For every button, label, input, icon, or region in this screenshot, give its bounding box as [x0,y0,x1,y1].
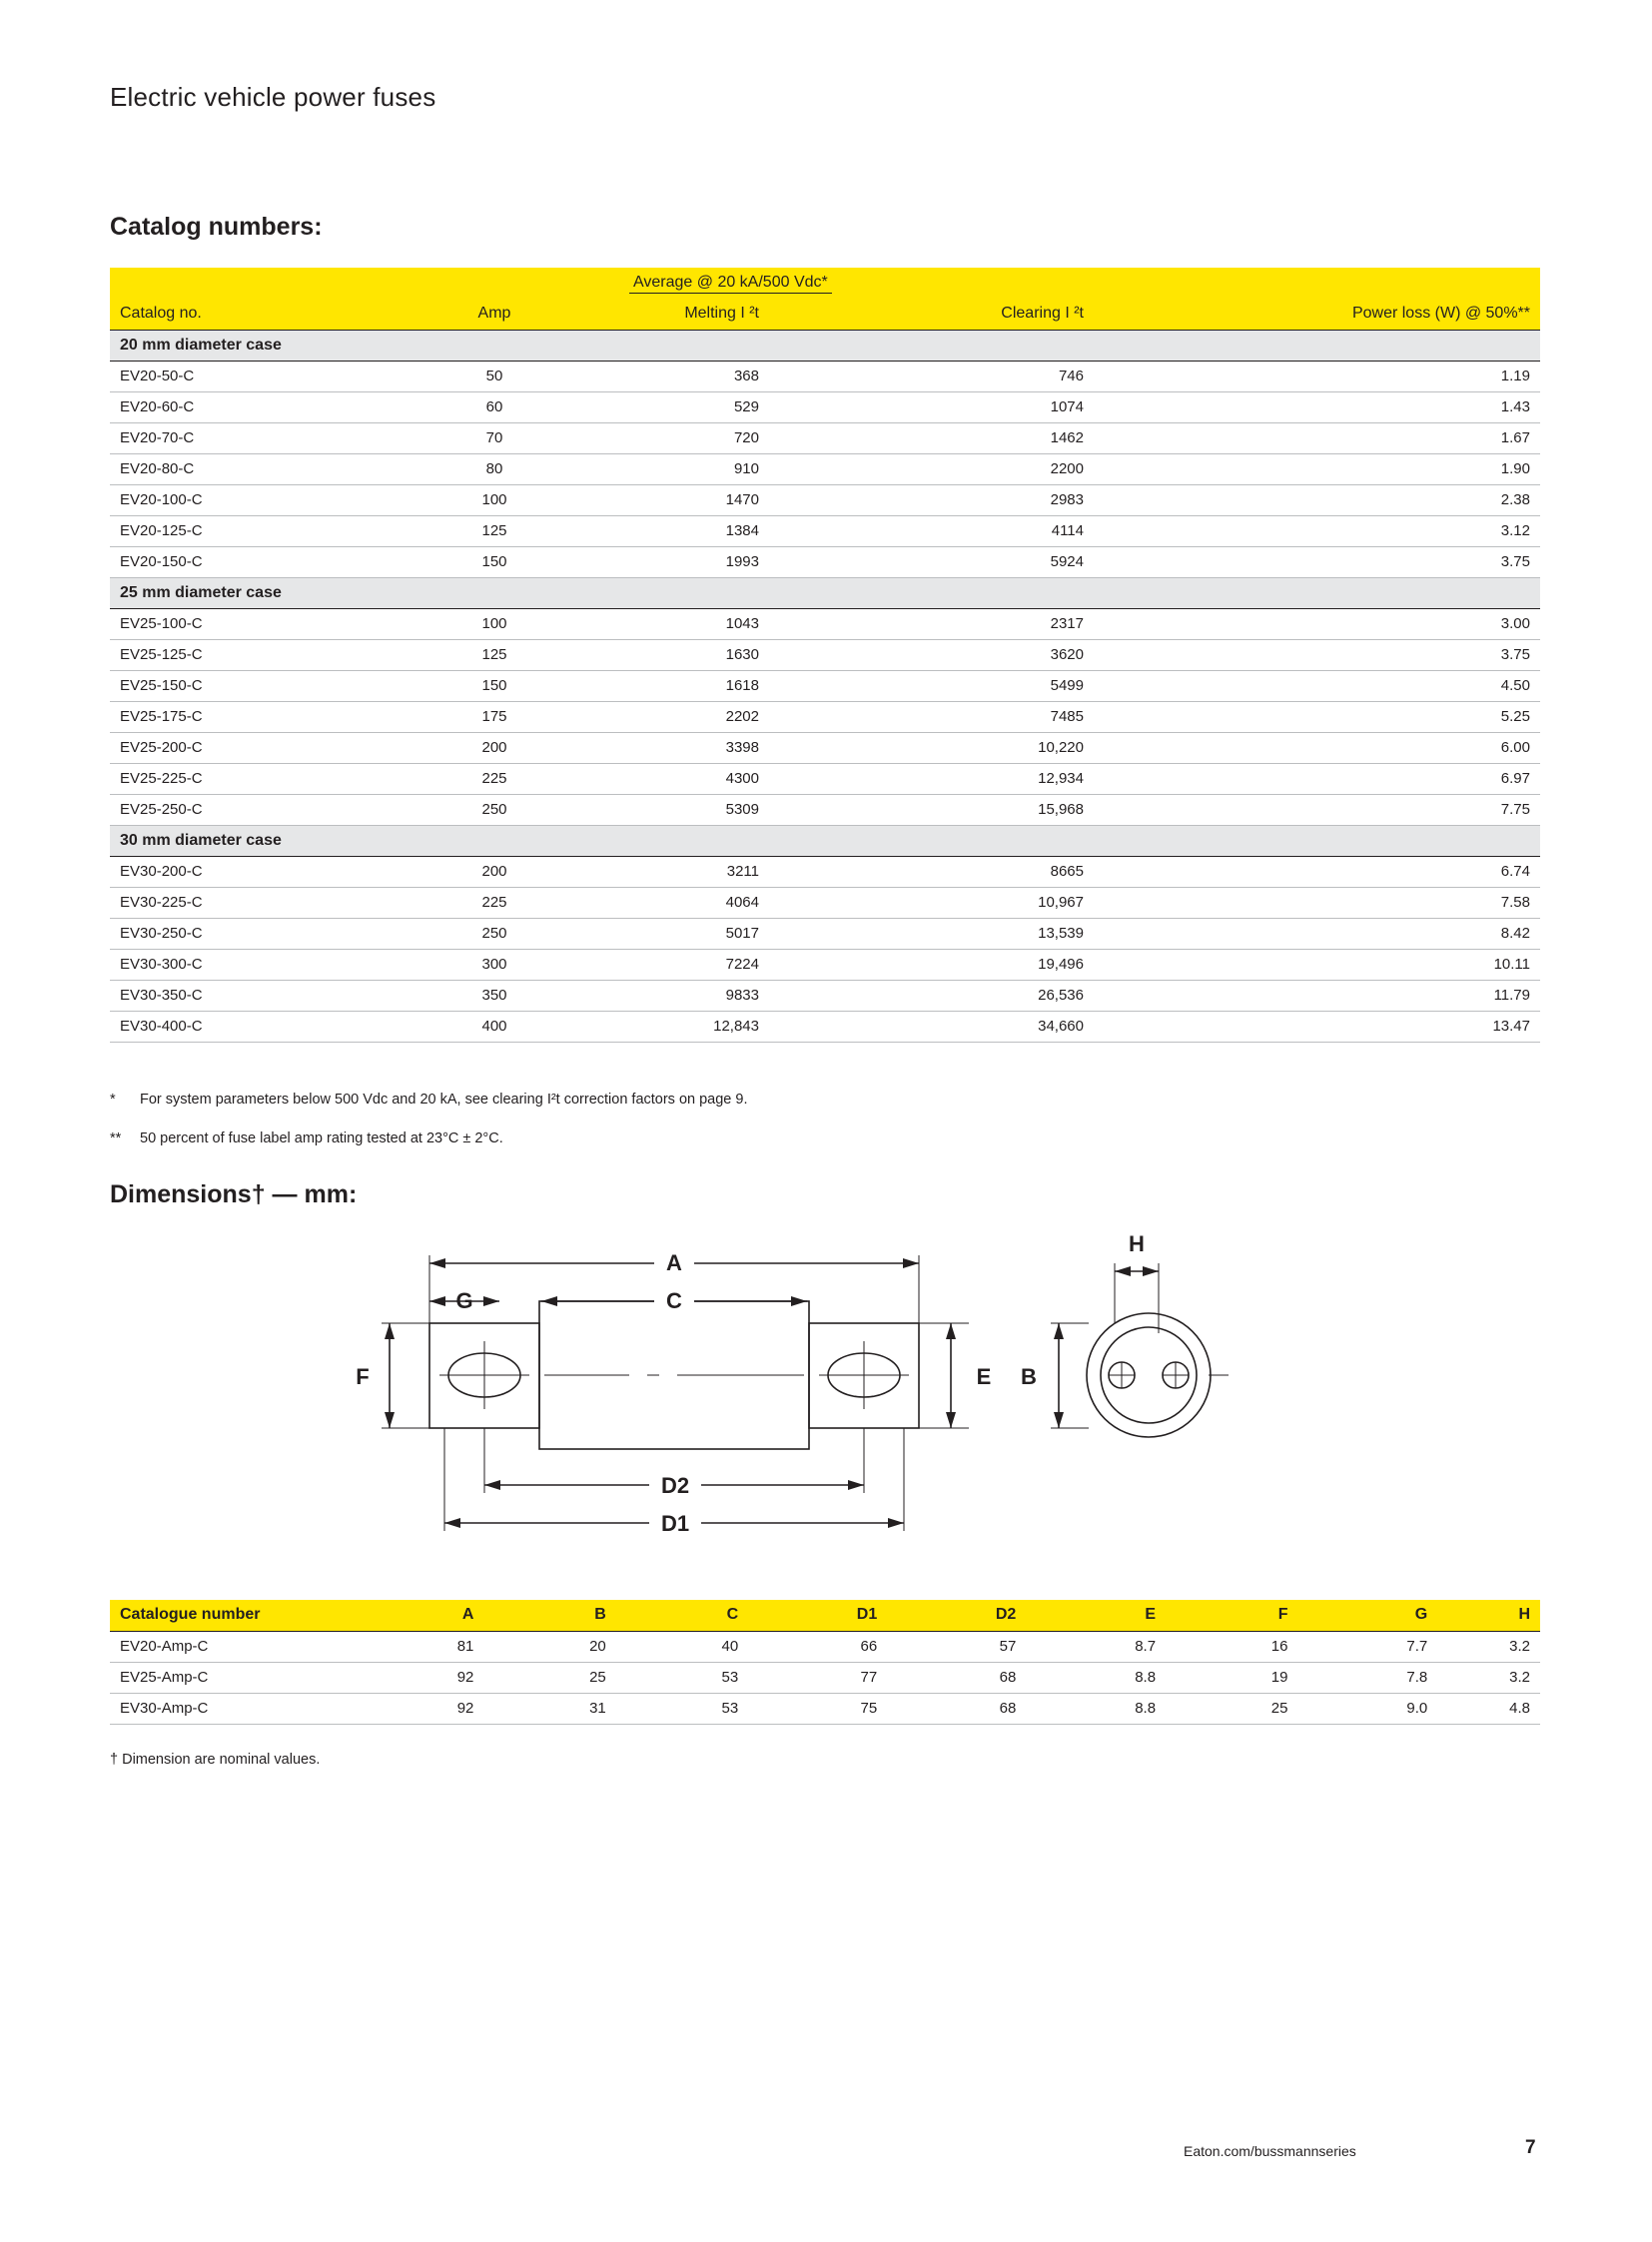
table-row [110,1011,1540,1042]
catalog-group-row [110,330,1540,361]
cell-clearing: 13,539 [929,918,1258,949]
cell-d1: 77 [796,1662,935,1693]
cell-clearing: 2200 [929,453,1258,484]
cell-clearing: 3620 [929,639,1258,670]
dimension-label-c: C [666,1288,682,1313]
catalog-column-header-row [110,299,1540,330]
cell-power-loss: 7.75 [1258,794,1540,825]
cell-amp: 400 [400,1011,589,1042]
cell-amp: 350 [400,980,589,1011]
cell-b: 25 [531,1662,663,1693]
cell-catalog-no: EV25-125-C [110,639,400,670]
cell-melting: 1630 [589,639,929,670]
table-row [110,391,1540,422]
cell-d1: 75 [796,1693,935,1724]
cell-e: 8.7 [1074,1631,1214,1662]
cell-amp: 250 [400,918,589,949]
catalog-group-label: 20 mm diameter case [110,330,1540,361]
cell-g: 7.8 [1345,1662,1485,1693]
cell-power-loss: 1.43 [1258,391,1540,422]
cell-melting: 5017 [589,918,929,949]
catalog-group-label: 30 mm diameter case [110,825,1540,856]
spacer-cell [400,268,589,299]
dimension-label-a: A [666,1250,682,1275]
cell-power-loss: 3.75 [1258,639,1540,670]
footer-page-number: 7 [1525,2137,1536,2158]
cell-melting: 12,843 [589,1011,929,1042]
table-row [110,484,1540,515]
catalog-footnote-1-text: For system parameters below 500 Vdc and 20 kA, see clearing I²t correction factors on page 9. [140,1092,748,1108]
dimensions-header-g: G [1345,1600,1485,1631]
cell-melting: 368 [589,361,929,391]
cell-clearing: 5924 [929,546,1258,577]
cell-catalog-no: EV20-60-C [110,391,400,422]
cell-power-loss: 3.00 [1258,608,1540,639]
cell-power-loss: 7.58 [1258,887,1540,918]
footer-url: Eaton.com/bussmannseries [1184,2143,1356,2159]
cell-melting: 1043 [589,608,929,639]
dimension-label-f: F [356,1364,370,1389]
cell-catalog-no: EV20-125-C [110,515,400,546]
dimension-label-b: B [1021,1364,1037,1389]
cell-a: 81 [400,1631,531,1662]
cell-amp: 150 [400,670,589,701]
dimension-label-d1: D1 [660,1511,690,1536]
table-row [110,763,1540,794]
table-row [110,1631,1540,1662]
cell-clearing: 2317 [929,608,1258,639]
dimensions-heading: Dimensions† — mm: [110,1180,358,1208]
catalog-group-row [110,577,1540,608]
cell-clearing: 746 [929,361,1258,391]
table-row [110,1693,1540,1724]
cell-amp: 200 [400,856,589,887]
dimensions-header-b: B [531,1600,663,1631]
cell-amp: 100 [400,608,589,639]
cell-catalog-no: EV20-100-C [110,484,400,515]
cell-g: 7.7 [1345,1631,1485,1662]
table-row [110,453,1540,484]
dimension-label-d2: D2 [660,1473,690,1498]
dimensions-header-d1: D1 [796,1600,935,1631]
table-row [110,949,1540,980]
cell-power-loss: 10.11 [1258,949,1540,980]
cell-catalog-no: EV25-100-C [110,608,400,639]
cell-power-loss: 6.97 [1258,763,1540,794]
cell-a: 92 [400,1693,531,1724]
header-power-loss: Power loss (W) @ 50%** [1258,299,1540,330]
dimension-label-e: E [976,1364,992,1389]
cell-power-loss: 1.19 [1258,361,1540,391]
table-row [110,422,1540,453]
cell-f: 25 [1214,1693,1345,1724]
table-row [110,856,1540,887]
cell-amp: 125 [400,515,589,546]
average-group-header-label: Average @ 20 kA/500 Vdc* [629,274,832,294]
catalog-footnote-2 [110,1130,503,1146]
cell-d2: 57 [935,1631,1074,1662]
cell-h: 3.2 [1485,1662,1540,1693]
cell-amp: 225 [400,763,589,794]
cell-c: 53 [664,1662,796,1693]
table-row [110,608,1540,639]
dimensions-header-c: C [664,1600,796,1631]
table-row [110,1662,1540,1693]
cell-catalog-no: EV30-350-C [110,980,400,1011]
cell-catalog-no: EV30-225-C [110,887,400,918]
cell-f: 16 [1214,1631,1345,1662]
catalog-footnote-1-mark: * [110,1092,116,1108]
cell-d2: 68 [935,1662,1074,1693]
cell-melting: 720 [589,422,929,453]
spacer-cell [1258,268,1540,299]
cell-g: 9.0 [1345,1693,1485,1724]
cell-amp: 225 [400,887,589,918]
cell-amp: 100 [400,484,589,515]
cell-clearing: 10,220 [929,732,1258,763]
fuse-drawing-svg [330,1223,1328,1553]
dimensions-header-catalogue-number: Catalogue number [110,1600,400,1631]
cell-f: 19 [1214,1662,1345,1693]
cell-power-loss: 13.47 [1258,1011,1540,1042]
dimensions-header-f: F [1214,1600,1345,1631]
dimension-label-h: H [1129,1231,1145,1256]
cell-amp: 200 [400,732,589,763]
cell-clearing: 26,536 [929,980,1258,1011]
dimensions-table-header-row [110,1600,1540,1631]
table-row [110,701,1540,732]
cell-catalogue-number: EV25-Amp-C [110,1662,400,1693]
cell-a: 92 [400,1662,531,1693]
table-row [110,546,1540,577]
cell-clearing: 1074 [929,391,1258,422]
cell-clearing: 12,934 [929,763,1258,794]
cell-power-loss: 1.67 [1258,422,1540,453]
cell-catalog-no: EV20-150-C [110,546,400,577]
cell-e: 8.8 [1074,1662,1214,1693]
table-row [110,670,1540,701]
table-row [110,515,1540,546]
cell-melting: 1470 [589,484,929,515]
cell-amp: 80 [400,453,589,484]
catalog-footnote-2-text: 50 percent of fuse label amp rating tested at 23°C ± 2°C. [140,1130,503,1146]
cell-catalog-no: EV30-250-C [110,918,400,949]
cell-catalog-no: EV30-400-C [110,1011,400,1042]
cell-catalog-no: EV20-50-C [110,361,400,391]
cell-catalog-no: EV20-80-C [110,453,400,484]
cell-melting: 4064 [589,887,929,918]
dimensions-table [110,1600,1540,1725]
dimensions-header-a: A [400,1600,531,1631]
cell-melting: 3211 [589,856,929,887]
header-clearing: Clearing I ²t [929,299,1258,330]
cell-catalog-no: EV20-70-C [110,422,400,453]
table-row [110,794,1540,825]
cell-b: 31 [531,1693,663,1724]
cell-amp: 175 [400,701,589,732]
header-amp: Amp [400,299,589,330]
cell-clearing: 7485 [929,701,1258,732]
cell-power-loss: 6.74 [1258,856,1540,887]
cell-power-loss: 3.75 [1258,546,1540,577]
cell-amp: 50 [400,361,589,391]
catalog-numbers-table [110,268,1540,1043]
cell-clearing: 10,967 [929,887,1258,918]
cell-power-loss: 3.12 [1258,515,1540,546]
cell-clearing: 2983 [929,484,1258,515]
dimensions-header-h: H [1485,1600,1540,1631]
cell-d1: 66 [796,1631,935,1662]
cell-clearing: 15,968 [929,794,1258,825]
cell-catalog-no: EV30-200-C [110,856,400,887]
cell-catalog-no: EV30-300-C [110,949,400,980]
cell-melting: 529 [589,391,929,422]
cell-power-loss: 5.25 [1258,701,1540,732]
cell-melting: 2202 [589,701,929,732]
cell-power-loss: 11.79 [1258,980,1540,1011]
table-row [110,887,1540,918]
catalog-group-header-row [110,268,1540,299]
cell-catalog-no: EV25-150-C [110,670,400,701]
cell-melting: 4300 [589,763,929,794]
catalog-group-row [110,825,1540,856]
cell-amp: 250 [400,794,589,825]
cell-catalog-no: EV25-200-C [110,732,400,763]
cell-amp: 300 [400,949,589,980]
cell-melting: 9833 [589,980,929,1011]
table-row [110,918,1540,949]
cell-amp: 150 [400,546,589,577]
dimensions-header-e: E [1074,1600,1214,1631]
cell-amp: 60 [400,391,589,422]
cell-c: 53 [664,1693,796,1724]
cell-d2: 68 [935,1693,1074,1724]
catalog-footnote-2-mark: ** [110,1130,122,1146]
cell-catalog-no: EV25-175-C [110,701,400,732]
catalog-group-label: 25 mm diameter case [110,577,1540,608]
cell-catalog-no: EV25-225-C [110,763,400,794]
table-row [110,361,1540,391]
cell-h: 3.2 [1485,1631,1540,1662]
catalog-numbers-heading: Catalog numbers: [110,213,323,241]
catalog-footnote-1 [110,1092,748,1108]
average-group-header [589,268,1258,299]
cell-melting: 1993 [589,546,929,577]
cell-clearing: 34,660 [929,1011,1258,1042]
table-row [110,980,1540,1011]
cell-power-loss: 4.50 [1258,670,1540,701]
cell-clearing: 8665 [929,856,1258,887]
cell-amp: 125 [400,639,589,670]
cell-power-loss: 2.38 [1258,484,1540,515]
dimensions-footnote: † Dimension are nominal values. [110,1752,321,1768]
cell-e: 8.8 [1074,1693,1214,1724]
cell-melting: 7224 [589,949,929,980]
dimensions-header-d2: D2 [935,1600,1074,1631]
cell-power-loss: 6.00 [1258,732,1540,763]
page-title: Electric vehicle power fuses [110,82,436,112]
cell-melting: 1618 [589,670,929,701]
cell-h: 4.8 [1485,1693,1540,1724]
cell-melting: 1384 [589,515,929,546]
fuse-dimension-drawing [330,1223,1328,1553]
spacer-cell [110,268,400,299]
cell-power-loss: 8.42 [1258,918,1540,949]
dimension-label-g: G [455,1288,473,1313]
cell-power-loss: 1.90 [1258,453,1540,484]
cell-clearing: 4114 [929,515,1258,546]
cell-catalogue-number: EV30-Amp-C [110,1693,400,1724]
cell-clearing: 19,496 [929,949,1258,980]
cell-catalogue-number: EV20-Amp-C [110,1631,400,1662]
cell-clearing: 5499 [929,670,1258,701]
cell-catalog-no: EV25-250-C [110,794,400,825]
cell-clearing: 1462 [929,422,1258,453]
header-catalog-no: Catalog no. [110,299,400,330]
cell-melting: 5309 [589,794,929,825]
cell-melting: 3398 [589,732,929,763]
table-row [110,732,1540,763]
table-row [110,639,1540,670]
cell-melting: 910 [589,453,929,484]
cell-amp: 70 [400,422,589,453]
header-melting: Melting I ²t [589,299,929,330]
cell-c: 40 [664,1631,796,1662]
cell-b: 20 [531,1631,663,1662]
